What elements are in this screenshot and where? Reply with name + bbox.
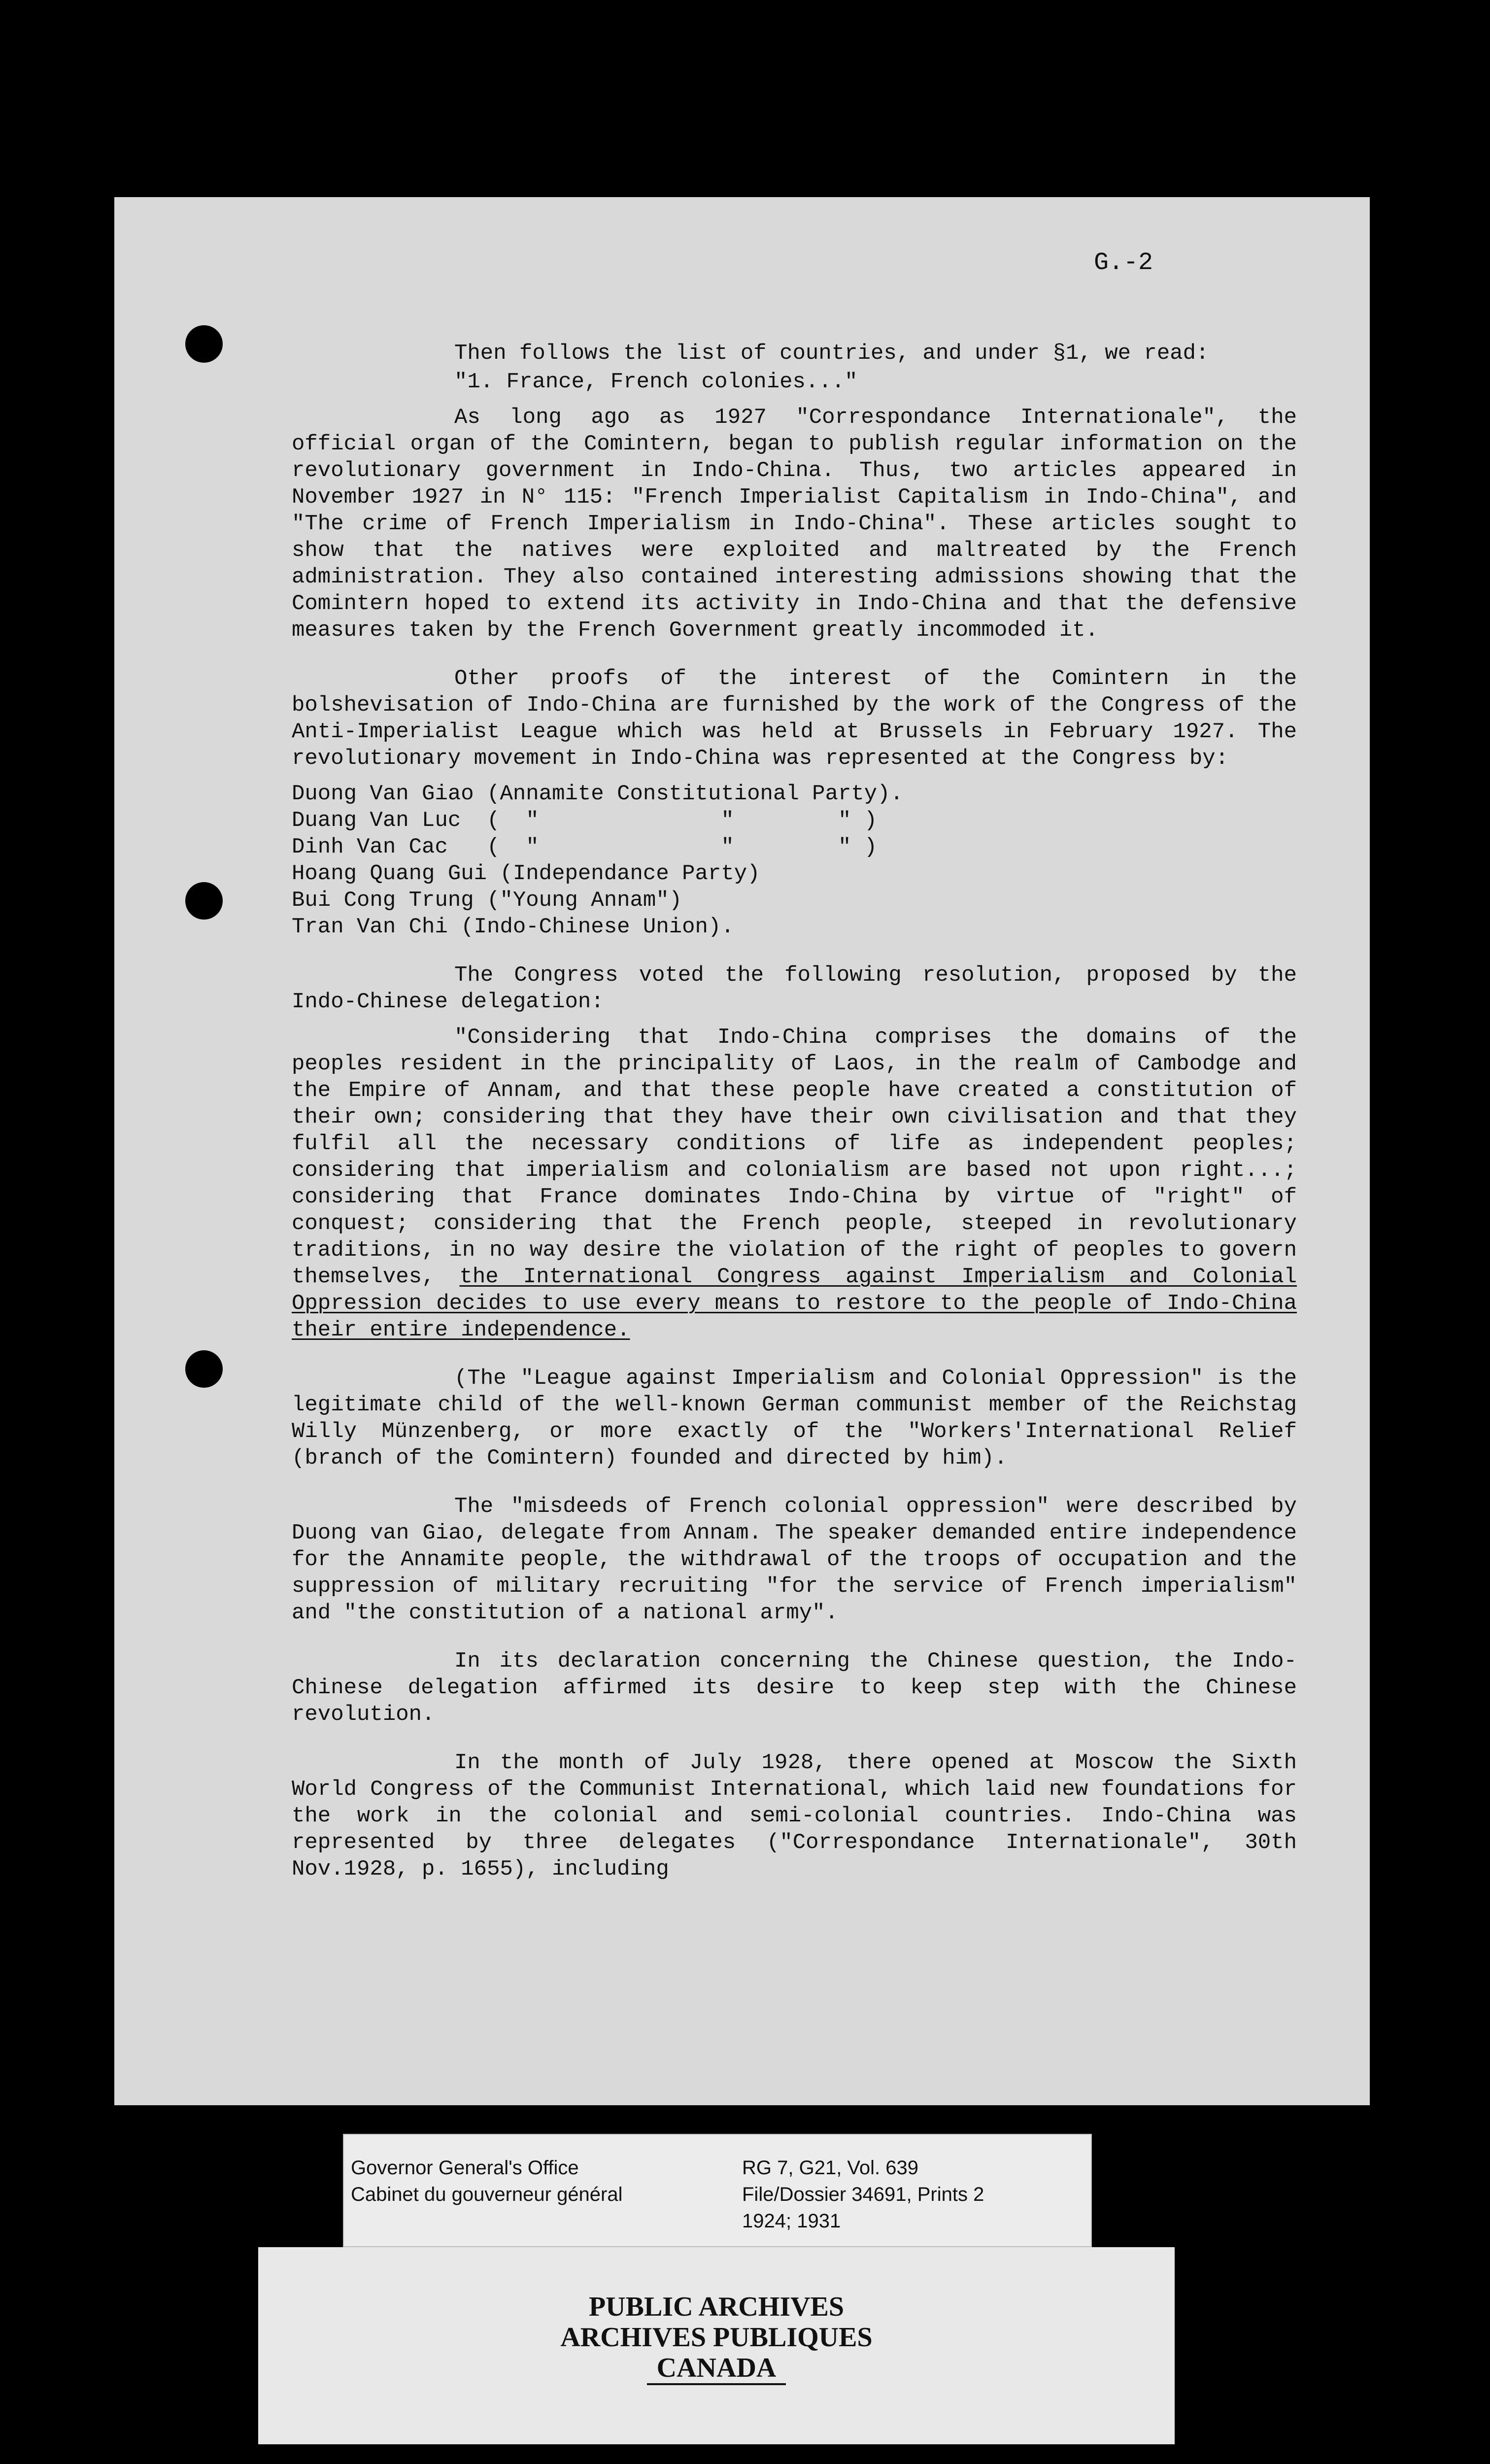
stamp-line-french: ARCHIVES PUBLIQUES	[560, 2322, 873, 2353]
delegate-list	[292, 781, 1297, 940]
typed-page	[114, 197, 1370, 2105]
paragraph-congress-voted: The Congress voted the following resolution, proposed by the Indo-Chinese delegation:	[292, 963, 1297, 1014]
punch-hole-bottom	[185, 1350, 223, 1388]
office-french: Cabinet du gouverneur général	[351, 2184, 623, 2205]
list-item: Duang Van Luc ( " " " )	[292, 808, 878, 833]
stamp-text	[258, 2292, 1175, 2385]
paragraph-sixth-congress: In the month of July 1928, there opened at Moscow the Sixth World Congress of the Communist International, which laid new foundations for the work in the colonial and semi-colonial countries. Indo-China was represented by three delegates ("Correspondance Internationale", 30th Nov.1928, p. 1655), including	[292, 1750, 1297, 1882]
paragraph-anti-imperialist-league: Other proofs of the interest of the Comintern in the bolshevisation of Indo-China are furnished by the work of the Congress of the Anti-Imperialist League which was held at Brussels in February 1927. The revolutionary movement in Indo-China was represented at the Congress by:	[292, 666, 1297, 771]
stamp-line-english: PUBLIC ARCHIVES	[588, 2292, 845, 2322]
archive-reference	[742, 2155, 984, 2234]
archive-label	[343, 2134, 1092, 2247]
resolution-text: "Considering that Indo-China comprises the domains of the peoples resident in the principality of Laos, in the realm of Cambodge and the Empire of Annam, and that these people have created a constitution of their own; considering that they have their own civilisation and that they fulfil all the necessary conditions of life as independent peoples; considering that imperialism and colonialism are based not upon right...; considering that France dominates Indo-China by virtue of "right" of conquest; considering that the French people, steeped in revolutionary traditions, in no way desire the violation of the right of peoples to govern themselves,	[292, 1025, 1297, 1289]
list-item: Hoang Quang Gui (Independance Party)	[292, 861, 760, 886]
stamp-line-country: CANADA	[647, 2353, 786, 2385]
paragraph-correspondance: As long ago as 1927 "Correspondance Internationale", the official organ of the Comintern, began to publish regular information on the revolutionary government in Indo-China. Thus, two articles appeared in November 1927 in N° 115: "French Imperialist Capitalism in Indo-China", and "The crime of French Imperialism in Indo-China". These articles sought to show that the natives were exploited and maltreated by the French administration. They also contained interesting admissions showing that the Comintern hoped to extend its activity in Indo-China and that the defensive measures taken by the French Government greatly incommoded it.	[292, 405, 1297, 643]
resolution-underlined: the International Congress against Imperialism and Colonial Oppression decides to use every means to restore to the people of Indo-China their entire independence.	[292, 1265, 1297, 1342]
list-item: Tran Van Chi (Indo-Chinese Union).	[292, 915, 734, 939]
punch-hole-top	[185, 325, 223, 363]
archives-stamp	[258, 2247, 1175, 2444]
page-number: G.-2	[1093, 249, 1153, 277]
paragraph-quote: "1. France, French colonies..."	[454, 370, 858, 394]
office-english: Governor General's Office	[351, 2157, 579, 2179]
paragraph-chinese-question: In its declaration concerning the Chinese question, the Indo-Chinese delegation affirmed its desire to keep step with the Chinese revolution.	[292, 1649, 1297, 1727]
document-body	[292, 340, 1297, 1904]
list-item: Bui Cong Trung ("Young Annam")	[292, 888, 682, 913]
punch-hole-middle	[185, 882, 223, 920]
paragraph-resolution	[292, 1024, 1297, 1343]
paragraph-league-note: (The "League against Imperialism and Colonial Oppression" is the legitimate child of the well-known German communist member of the Reichstag Willy Münzenberg, or more exactly of the "Workers'International Relief (branch of the Comintern) founded and directed by him).	[292, 1366, 1297, 1471]
list-item: Duong Van Giao (Annamite Constitutional Party).	[292, 782, 904, 806]
reference-group: RG 7, G21, Vol. 639	[742, 2157, 918, 2179]
paragraph-misdeeds: The "misdeeds of French colonial oppression" were described by Duong van Giao, delegate from Annam. The speaker demanded entire independence for the Annamite people, the withdrawal of the troops of occupation and the suppression of military recruiting "for the service of French imperialism" and "the constitution of a national army".	[292, 1494, 1297, 1625]
list-item: Dinh Van Cac ( " " " )	[292, 835, 878, 859]
archive-office	[351, 2155, 623, 2208]
reference-file: File/Dossier 34691, Prints 2	[742, 2184, 984, 2205]
paragraph-intro: Then follows the list of countries, and under §1, we read:	[454, 341, 1209, 366]
reference-years: 1924; 1931	[742, 2210, 841, 2232]
